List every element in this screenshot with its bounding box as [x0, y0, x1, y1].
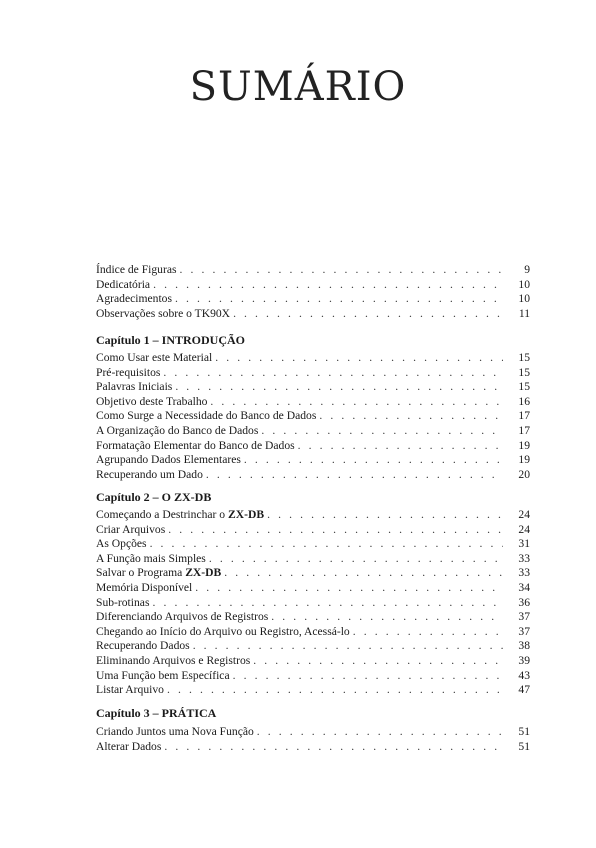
front-matter-list — [96, 263, 530, 321]
toc-entry — [96, 453, 530, 468]
page-title: SUMÁRIO — [189, 64, 407, 110]
toc-entry — [96, 581, 530, 596]
toc-entry-label: Como Surge a Necessidade do Banco de Dados — [96, 409, 317, 423]
leader-dots — [298, 439, 503, 454]
toc-entry — [96, 654, 530, 669]
toc-entry — [96, 292, 530, 307]
leader-dots — [152, 596, 503, 611]
toc-entry-label: Memória Disponível — [96, 580, 193, 594]
toc-entry-page: 33 — [518, 566, 530, 580]
toc-entry-page: 24 — [518, 522, 530, 536]
toc-entry — [96, 395, 530, 410]
toc-entry — [96, 610, 530, 625]
toc-entry-page: 37 — [518, 610, 530, 624]
leader-dots — [210, 395, 503, 410]
leader-dots — [215, 351, 503, 366]
toc-entry-page: 10 — [518, 292, 530, 306]
toc-entry — [96, 380, 530, 395]
chapter-2-list — [96, 508, 530, 698]
toc-entry — [96, 468, 530, 483]
toc-entry — [96, 263, 530, 278]
toc-entry-label: Agradecimentos — [96, 292, 172, 306]
toc-entry-page: 17 — [518, 409, 530, 423]
toc-entry-label: Listar Arquivo — [96, 683, 164, 697]
toc-entry-page: 9 — [524, 263, 530, 276]
toc-entry — [96, 424, 530, 439]
leader-dots — [163, 366, 503, 381]
toc-entry — [96, 740, 530, 755]
toc-entry-label: Criar Arquivos — [96, 522, 166, 536]
toc-entry-label-text: Salvar o Programa — [96, 566, 183, 580]
toc-entry-label: Diferenciando Arquivos de Registros — [96, 610, 269, 624]
toc-entry-page: 16 — [518, 394, 530, 408]
toc-entry — [96, 351, 530, 366]
toc-entry-page: 36 — [518, 595, 530, 609]
toc-entry — [96, 669, 530, 684]
toc-entry-page: 47 — [518, 683, 530, 697]
leader-dots — [206, 468, 503, 483]
toc-entry-page: 24 — [518, 508, 530, 521]
leader-dots — [271, 610, 503, 625]
toc-entry — [96, 307, 530, 322]
toc-entry — [96, 639, 530, 654]
toc-entry-label: Criando Juntos uma Nova Função — [96, 725, 254, 738]
toc-entry-label: Chegando ao Início do Arquivo ou Registro, Acessá-lo — [96, 624, 350, 638]
toc-entry-page: 39 — [518, 653, 530, 667]
toc-entry-page: 31 — [518, 537, 530, 551]
toc-entry-label: Alterar Dados — [96, 739, 162, 753]
toc-entry-label — [96, 566, 221, 581]
toc-entry-page: 37 — [518, 624, 530, 638]
leader-dots — [193, 639, 503, 654]
leader-dots — [180, 263, 504, 278]
toc-entry-page: 51 — [518, 725, 530, 738]
leader-dots — [319, 409, 503, 424]
leader-dots — [175, 380, 503, 395]
toc-entry — [96, 683, 530, 698]
toc-entry — [96, 366, 530, 381]
chapter-3-list — [96, 725, 530, 754]
toc-entry-page: 15 — [518, 365, 530, 379]
chapter-1-heading: Capítulo 1 – INTRODUÇÃO — [96, 333, 246, 347]
toc-entry-label: Palavras Iniciais — [96, 380, 173, 394]
toc-entry-label: A Função mais Simples — [96, 551, 206, 565]
toc-entry-page: 43 — [518, 668, 530, 682]
toc-entry-label: Agrupando Dados Elementares — [96, 453, 241, 467]
toc-entry-page: 19 — [518, 438, 530, 452]
toc-entry — [96, 566, 530, 581]
toc-entry-page: 15 — [518, 351, 530, 364]
leader-dots — [253, 654, 503, 669]
toc-entry-label: Uma Função bem Específica — [96, 668, 230, 682]
toc-entry — [96, 278, 530, 293]
toc-entry-page: 20 — [518, 467, 530, 481]
toc-entry-page: 10 — [518, 277, 530, 291]
toc-entry — [96, 552, 530, 567]
toc-entry-label: Sub-rotinas — [96, 595, 150, 609]
leader-dots — [167, 683, 503, 698]
toc-entry-label: Formatação Elementar do Banco de Dados — [96, 438, 295, 452]
toc-entry — [96, 625, 530, 640]
leader-dots — [175, 292, 503, 307]
leader-dots — [168, 523, 503, 538]
leader-dots — [195, 581, 503, 596]
toc-entry — [96, 508, 530, 523]
toc-entry-label — [96, 508, 264, 523]
toc-entry-page: 19 — [518, 453, 530, 467]
toc-entry — [96, 537, 530, 552]
toc-entry-label: Recuperando Dados — [96, 639, 190, 653]
leader-dots — [267, 508, 503, 523]
toc-entry-label: Índice de Figuras — [96, 263, 177, 276]
leader-dots — [153, 278, 503, 293]
toc-entry-page: 33 — [518, 551, 530, 565]
toc-entry-page: 38 — [518, 639, 530, 653]
leader-dots — [209, 552, 503, 567]
toc-entry-label: Objetivo deste Trabalho — [96, 394, 208, 408]
toc-entry-page: 15 — [518, 380, 530, 394]
toc-entry — [96, 725, 530, 740]
chapter-1-list — [96, 351, 530, 482]
toc-entry-label: Observações sobre o TK90X — [96, 306, 231, 320]
toc-entry-label: As Opções — [96, 537, 147, 551]
toc-entry-label: Pré-requisitos — [96, 365, 161, 379]
leader-dots — [224, 566, 503, 581]
leader-dots — [233, 669, 503, 684]
toc-entry-page: 17 — [518, 423, 530, 437]
toc-entry — [96, 439, 530, 454]
toc-entry-label: Como Usar este Material — [96, 351, 213, 364]
leader-dots — [244, 453, 503, 468]
toc-entry-page: 11 — [518, 306, 530, 320]
toc-entry-label-bold: ZX-DB — [185, 566, 222, 580]
leader-dots — [261, 424, 503, 439]
leader-dots — [257, 725, 503, 740]
toc-entry-label: Eliminando Arquivos e Registros — [96, 653, 251, 667]
leader-dots — [164, 740, 503, 755]
toc-entry — [96, 409, 530, 424]
toc-entry — [96, 523, 530, 538]
toc-entry-label-text: Começando a Destrinchar o — [96, 508, 226, 521]
leader-dots — [233, 307, 503, 322]
toc-entry-label: Dedicatória — [96, 277, 151, 291]
chapter-3-heading: Capítulo 3 – PRÁTICA — [96, 706, 217, 720]
toc-entry-label-bold: ZX-DB — [228, 508, 265, 521]
toc-entry-label: A Organização do Banco de Dados — [96, 423, 259, 437]
toc-entry-label: Recuperando um Dado — [96, 467, 203, 481]
toc-entry — [96, 596, 530, 611]
leader-dots — [150, 537, 503, 552]
chapter-2-heading: Capítulo 2 – O ZX-DB — [96, 490, 212, 504]
toc-entry-page: 51 — [518, 739, 530, 753]
leader-dots — [353, 625, 503, 640]
toc-entry-page: 34 — [518, 580, 530, 594]
